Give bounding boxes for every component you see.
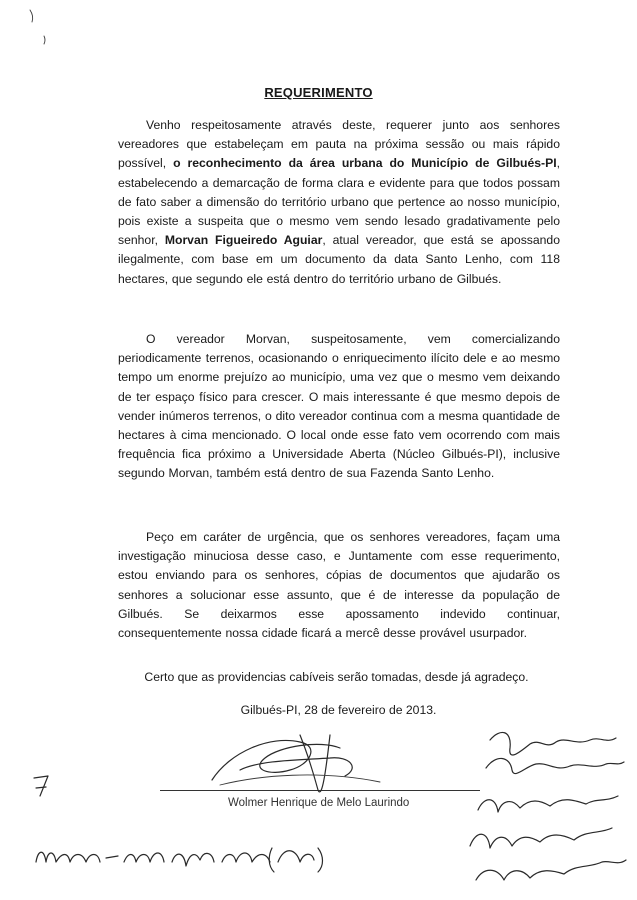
wolmer-signature — [212, 735, 380, 792]
signature-line — [160, 790, 480, 791]
closing-line: Certo que as providencias cabíveis serão tomadas, desde já agradeço. — [144, 670, 529, 684]
text-segment: O vereador Morvan, suspeitosamente, vem comercializando periodicamente terrenos, ocasionando o enriquecimento ilícito dele e ao mesmo tempo um enorme prejuízo ao município, uma vez que o mesmo vem deixando de ter espaço físico para crescer. O mais interessante é que mesmo depois de vender inúmeros terrenos, o dito vereador continua com a mesma quantidade de hectares à cima mencionado. O local onde esse fato vem ocorrendo com mais frequência fica próximo a Universidade Aberta (Núcleo Gilbués-PI), inclusive segundo Morvan, também está dentro de sua Fazenda Santo Lenho. — [118, 332, 560, 481]
bold-text-segment: Morvan Figueiredo Aguiar — [164, 233, 323, 248]
paragraph-3 — [118, 528, 560, 643]
date-line: Gilbués-PI, 28 de fevereiro de 2013. — [240, 703, 437, 717]
witness-signatures — [470, 732, 626, 880]
margin-mark — [34, 776, 48, 796]
text-segment: , estabelecendo a demarcação de forma clara e evidente para que todos possam de fato saber a dimensão do território urbano que pertence ao nosso município, pois existe a suspeita que o mesmo vem sendo lesado gradativamente pelo senhor, — [118, 156, 560, 248]
handwritten-note — [36, 848, 323, 872]
text-segment: Venho respeitosamente através deste, requerer junto aos senhores vereadores que estabeleçam em pauta na próxima sessão ou mais rápido possível, — [118, 118, 560, 171]
text-segment: , atual vereador, que está se apossando ilegalmente, com base em um documento da data Santo Lenho, com 118 hectares, que segundo ele está dentro do território urbano de Gilbués. — [118, 233, 560, 286]
paragraph-2 — [118, 330, 560, 484]
signatory-name: Wolmer Henrique de Melo Laurindo — [228, 797, 410, 809]
paragraph-1 — [118, 116, 560, 289]
text-segment: Peço em caráter de urgência, que os senhores vereadores, façam uma investigação minuciosa desse caso, e Juntamente com esse requerimento, estou enviando para os senhores, cópias de documentos que ajudarão os senhores a solucionar esse assunto, que é de interesse da população de Gilbués. Se deixarmos esse apossamento indevido continuar, consequentemente nossa cidade ficará a mercê desse provável usurpador. — [118, 530, 560, 641]
corner-scratch-marks — [30, 10, 45, 44]
bold-text-segment: o reconhecimento da área urbana do Município de Gilbués-PI — [173, 156, 557, 171]
document-title: REQUERIMENTO — [264, 85, 373, 100]
